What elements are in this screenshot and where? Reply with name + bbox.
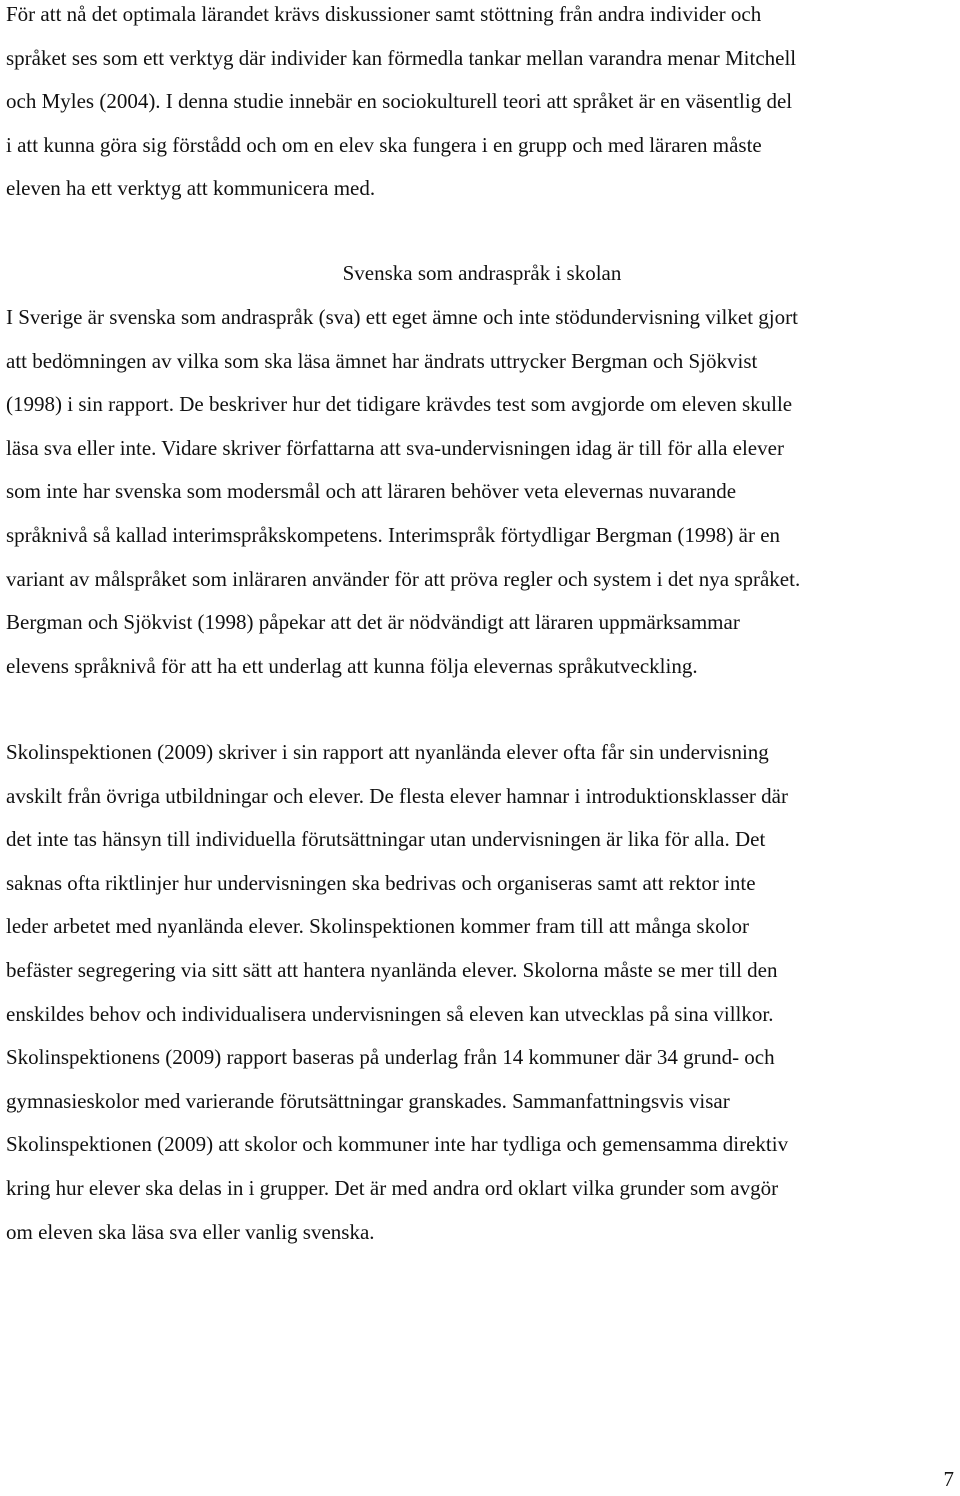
text-line: eleven ha ett verktyg att kommunicera med. <box>6 176 376 201</box>
text-line: i att kunna göra sig förstådd och om en elev ska fungera i en grupp och med läraren måste <box>6 132 762 157</box>
text-line: För att nå det optimala lärandet krävs diskussioner samt stöttning från andra individer och <box>6 2 762 26</box>
text-line: enskildes behov och individualisera undervisningen så eleven kan utvecklas på sina villkor. <box>6 1001 774 1026</box>
text-line: leder arbetet med nyanlända elever. Skolinspektionen kommer fram till att många skolor <box>6 914 749 939</box>
text-line: kring hur elever ska delas in i grupper. Det är med andra ord oklart vilka grunder som avgör <box>6 1175 779 1200</box>
text-line: läsa sva eller inte. Vidare skriver författarna att sva-undervisningen idag är till för alla elever <box>6 435 784 460</box>
text-line: (1998) i sin rapport. De beskriver hur det tidigare krävdes test som avgjorde om eleven skulle <box>6 392 793 417</box>
text-line: Skolinspektionen (2009) att skolor och kommuner inte har tydliga och gemensamma direktiv <box>6 1132 789 1157</box>
page-number: 7 <box>943 1467 954 1491</box>
paragraph-intro <box>6 0 958 211</box>
paragraph-sva <box>6 296 958 688</box>
text-line: I Sverige är svenska som andraspråk (sva) ett eget ämne och inte stödundervisning vilket gjort <box>6 305 798 329</box>
text-line: variant av målspråket som inläraren använder för att pröva regler och system i det nya språket. <box>6 566 801 591</box>
paragraph-skolinspektionen <box>6 731 958 1254</box>
text-line: elevens språknivå för att ha ett underlag att kunna följa elevernas språkutveckling. <box>6 653 698 678</box>
text-line: som inte har svenska som modersmål och att läraren behöver veta elevernas nuvarande <box>6 479 737 504</box>
text-line: om eleven ska läsa sva eller vanlig svenska. <box>6 1219 375 1244</box>
text-line: befäster segregering via sitt sätt att hantera nyanlända elever. Skolorna måste se mer till den <box>6 957 778 982</box>
text-line: avskilt från övriga utbildningar och elever. De flesta elever hamnar i introduktionsklasser där <box>6 783 788 808</box>
text-line: gymnasieskolor med varierande förutsättningar granskades. Sammanfattningsvis visar <box>6 1088 730 1113</box>
section-heading: Svenska som andraspråk i skolan <box>342 261 622 285</box>
text-line: det inte tas hänsyn till individuella förutsättningar utan undervisningen är lika för alla. Det <box>6 827 766 852</box>
text-line: och Myles (2004). I denna studie innebär en sociokulturell teori att språket är en väsentlig del <box>6 89 793 114</box>
text-line: Skolinspektionen (2009) skriver i sin rapport att nyanlända elever ofta får sin undervisning <box>6 740 769 764</box>
text-line: språknivå så kallad interimspråkskompetens. Interimspråk förtydligar Bergman (1998) är en <box>6 522 781 547</box>
text-line: språket ses som ett verktyg där individer kan förmedla tankar mellan varandra menar Mitchell <box>6 45 797 70</box>
text-line: Skolinspektionens (2009) rapport baseras på underlag från 14 kommuner där 34 grund- och <box>6 1045 775 1070</box>
text-line: att bedömningen av vilka som ska läsa ämnet har ändrats uttrycker Bergman och Sjökvist <box>6 348 758 373</box>
text-line: saknas ofta riktlinjer hur undervisningen ska bedrivas och organiseras samt att rektor inte <box>6 870 756 895</box>
text-line: Bergman och Sjökvist (1998) påpekar att det är nödvändigt att läraren uppmärksammar <box>6 610 740 635</box>
